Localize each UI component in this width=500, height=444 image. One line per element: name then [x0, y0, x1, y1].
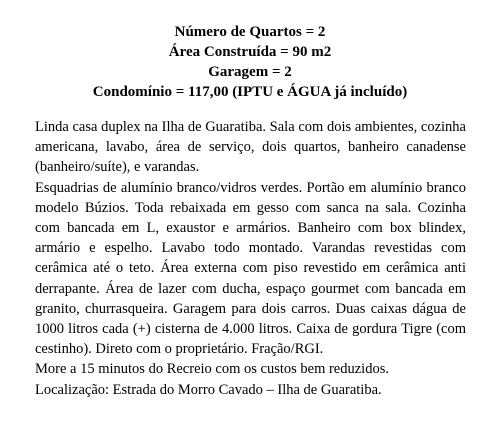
property-description: [35, 117, 466, 400]
description-paragraph-location-benefit: More a 15 minutos do Recreio com os custos bem reduzidos.: [35, 361, 389, 378]
garage-line: Garagem = 2: [208, 64, 292, 80]
condominium-fee-line: Condomínio = 117,00 (IPTU e ÁGUA já incluído): [92, 84, 408, 100]
property-summary-header: [0, 22, 500, 102]
description-paragraph-details: Esquadrias de alumínio branco/vidros verdes. Portão em alumínio branco modelo Búzios. Toda rebaixada em gesso com sanca na sala. Cozinha com bancada em L, exaustor e armários. Banheiro com box blindex, armário e espelho. Lavabo todo montado. Varandas revestidas com cerâmica até o teto. Área externa com piso revestido em cerâmica anti derrapante. Área de lazer com ducha, espaço gourmet com bancada em granito, churrasqueira. Garagem para dois carros. Duas caixas dágua de 1000 litros cada (+) cisterna de 4.000 litros. Caixa de gordura Tigre (com cestinho). Direto com o proprietário. Fração/RGI.: [35, 179, 466, 358]
description-paragraph-address: Localização: Estrada do Morro Cavado – Ilha de Guaratiba.: [35, 381, 382, 398]
description-paragraph-intro: Linda casa duplex na Ilha de Guaratiba. Sala com dois ambientes, cozinha americana, lavabo, área de serviço, dois quartos, banheiro canadense (banheiro/suíte), e varandas.: [35, 119, 466, 176]
bedrooms-line: Número de Quartos = 2: [174, 24, 326, 40]
built-area-line: Área Construída = 90 m2: [168, 44, 332, 60]
